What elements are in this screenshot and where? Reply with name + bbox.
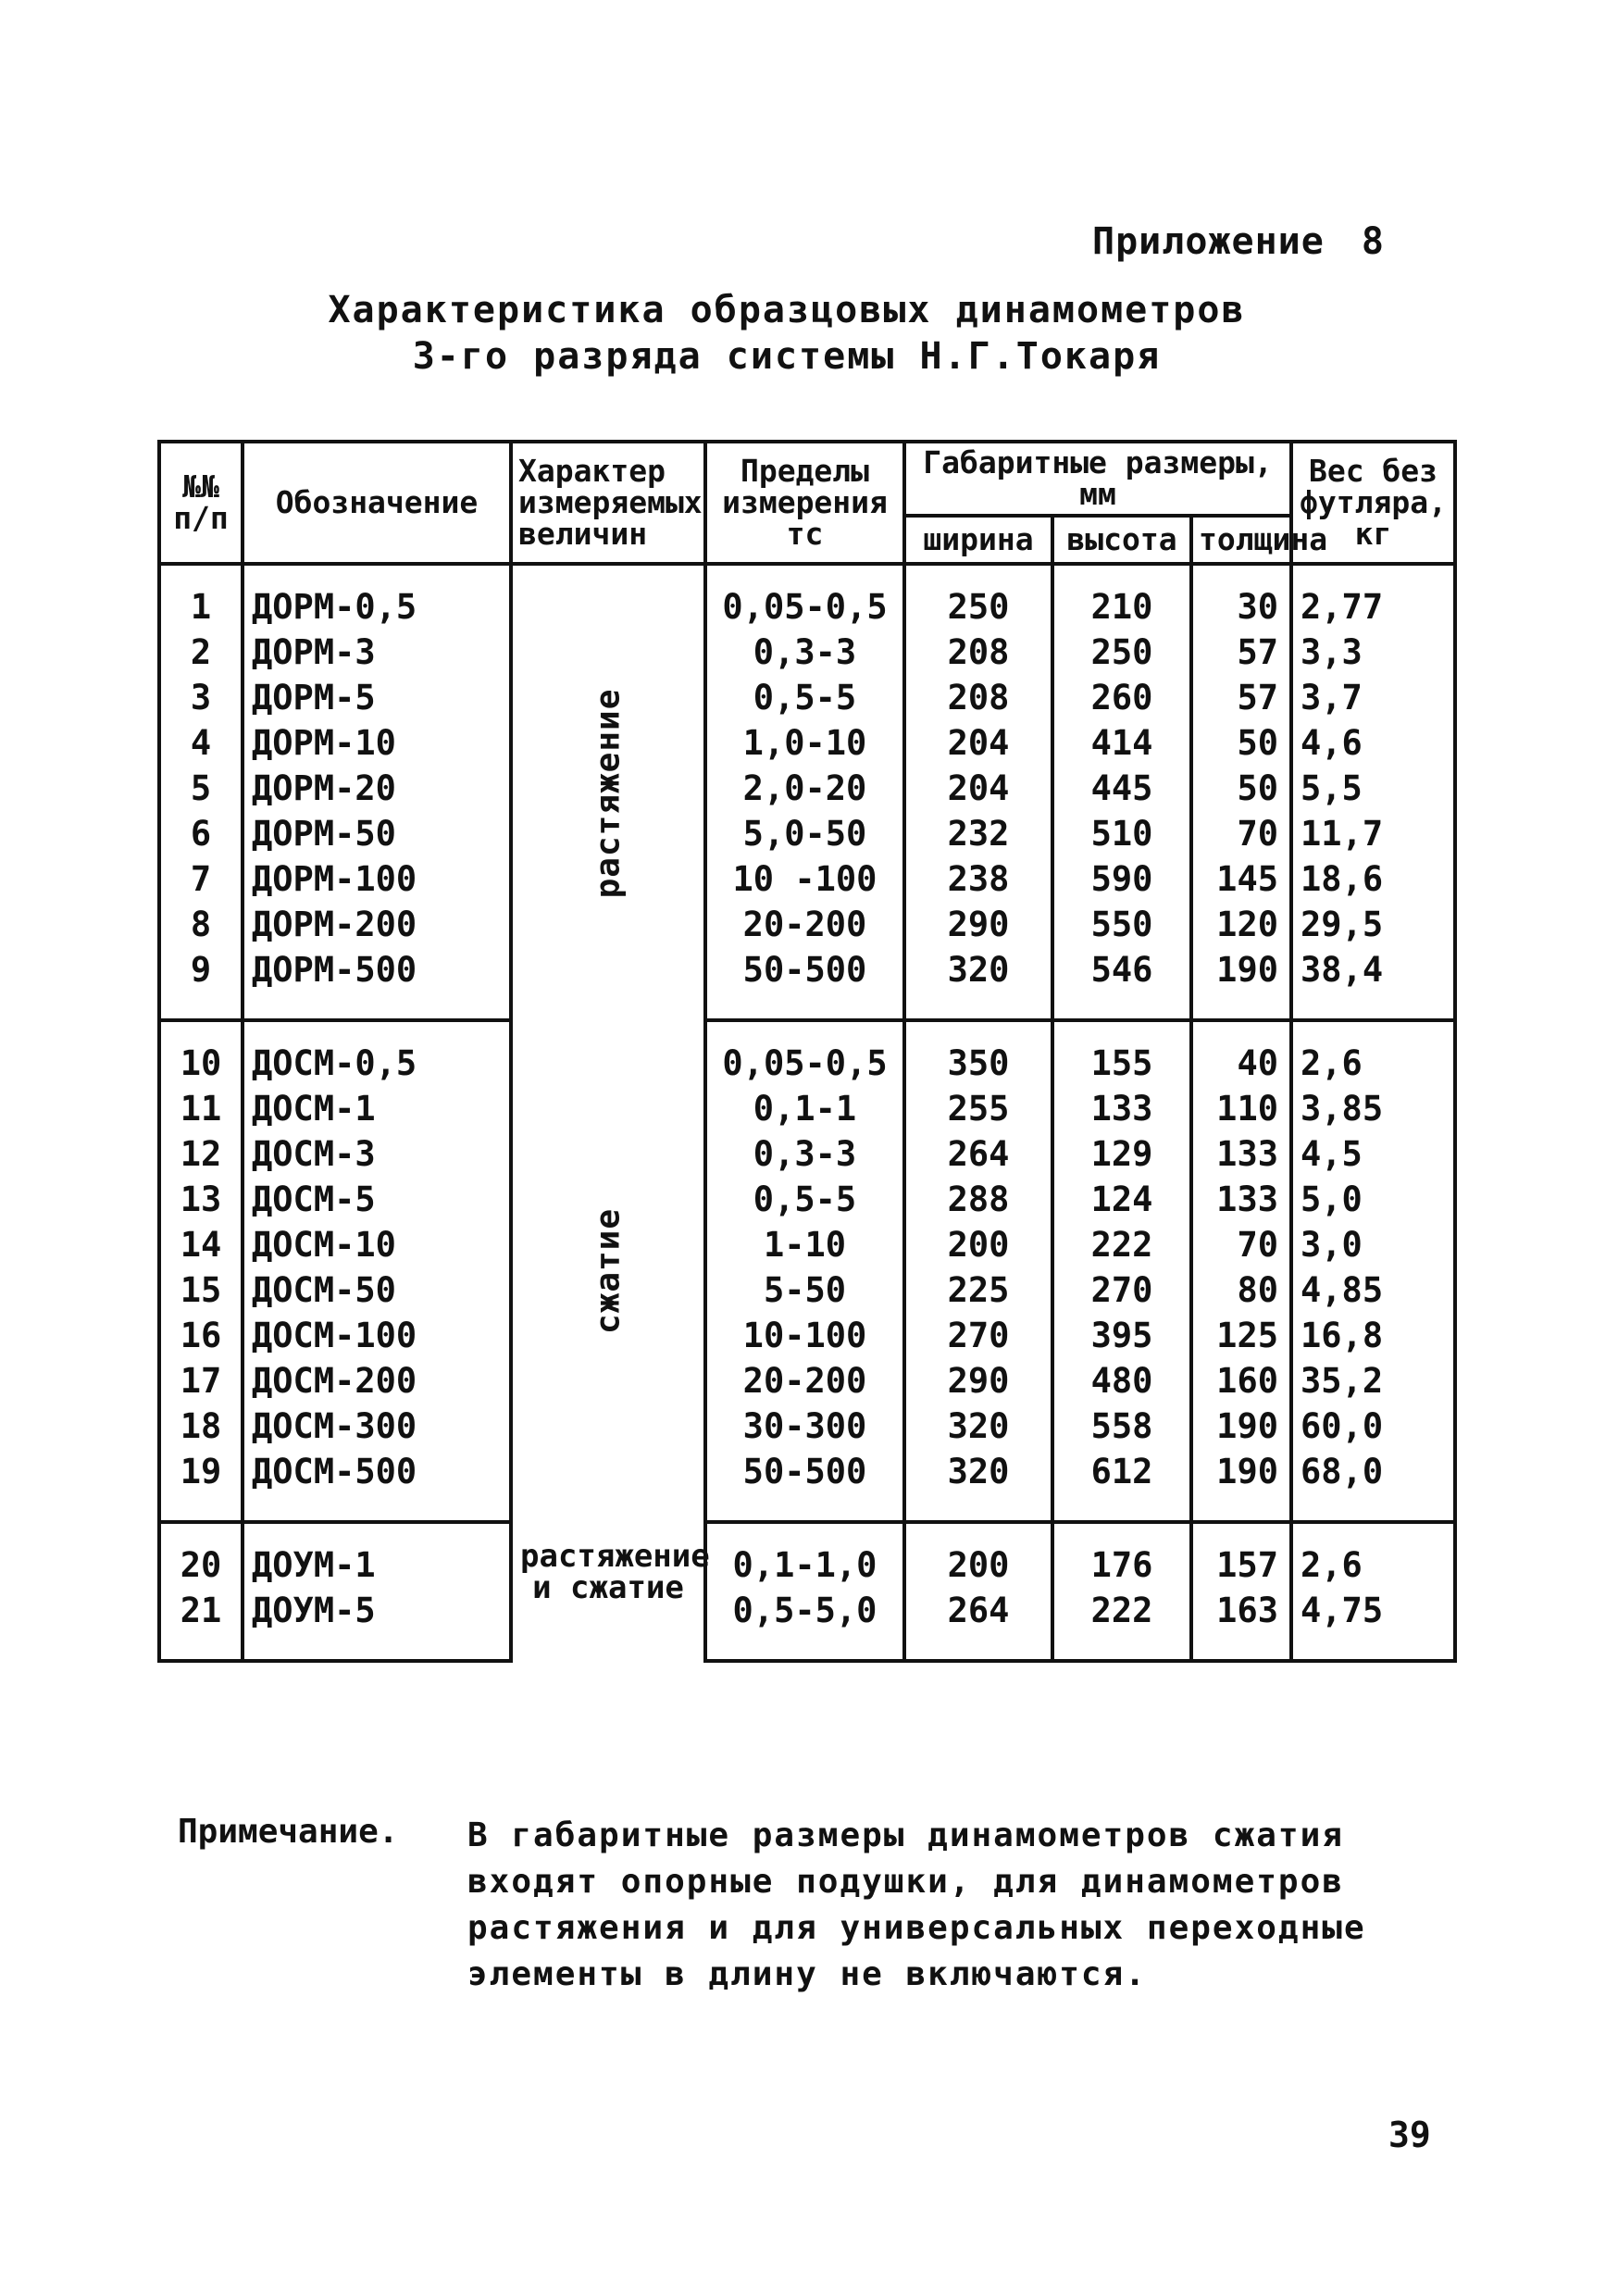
- appendix-number: 8: [1361, 220, 1385, 263]
- row-limits: 0,3-3: [705, 630, 904, 675]
- row-thickness: 163: [1191, 1588, 1291, 1661]
- row-designation: ДОРМ-50: [243, 811, 511, 856]
- row-weight: 60,0: [1291, 1404, 1455, 1449]
- header-weight: Вес без футляра, кг: [1291, 442, 1455, 564]
- table-row: [159, 630, 1455, 675]
- row-designation: ДОУМ-1: [243, 1522, 511, 1588]
- row-designation: ДОРМ-20: [243, 766, 511, 811]
- row-weight: 4,85: [1291, 1267, 1455, 1313]
- row-width: 208: [904, 675, 1052, 720]
- table-row: [159, 1020, 1455, 1086]
- table-row: [159, 564, 1455, 630]
- row-designation: ДОРМ-200: [243, 902, 511, 947]
- row-limits: 20-200: [705, 1358, 904, 1404]
- header-height: высота: [1052, 516, 1191, 564]
- header-width: ширина: [904, 516, 1052, 564]
- row-limits: 1,0-10: [705, 720, 904, 766]
- row-width: 232: [904, 811, 1052, 856]
- note-body: [467, 1813, 1467, 1998]
- row-designation: ДОРМ-10: [243, 720, 511, 766]
- row-character: [511, 1020, 705, 1522]
- table-title-line-1: Характеристика образцовых динамометров: [328, 289, 1246, 331]
- row-number: 7: [159, 856, 243, 902]
- row-thickness: 70: [1191, 1222, 1291, 1267]
- row-thickness: 50: [1191, 766, 1291, 811]
- row-number: 9: [159, 947, 243, 1020]
- row-thickness: 70: [1191, 811, 1291, 856]
- row-height: 270: [1052, 1267, 1191, 1313]
- table-row: [159, 1222, 1455, 1267]
- row-height: 395: [1052, 1313, 1191, 1358]
- row-limits: 5,0-50: [705, 811, 904, 856]
- row-thickness: 160: [1191, 1358, 1291, 1404]
- row-weight: 35,2: [1291, 1358, 1455, 1404]
- row-height: 480: [1052, 1358, 1191, 1404]
- row-weight: 2,6: [1291, 1020, 1455, 1086]
- row-character: [511, 564, 705, 1020]
- row-weight: 3,3: [1291, 630, 1455, 675]
- row-width: 204: [904, 720, 1052, 766]
- row-thickness: 30: [1191, 564, 1291, 630]
- dynamometer-table: [157, 440, 1457, 1663]
- table-row: [159, 811, 1455, 856]
- row-height: 250: [1052, 630, 1191, 675]
- row-limits: 0,5-5: [705, 675, 904, 720]
- row-designation: ДОСМ-50: [243, 1267, 511, 1313]
- row-thickness: 110: [1191, 1086, 1291, 1131]
- row-designation: ДОРМ-100: [243, 856, 511, 902]
- table-row: [159, 902, 1455, 947]
- row-thickness: 50: [1191, 720, 1291, 766]
- row-number: 17: [159, 1358, 243, 1404]
- row-number: 14: [159, 1222, 243, 1267]
- row-limits: 0,3-3: [705, 1131, 904, 1177]
- row-width: 225: [904, 1267, 1052, 1313]
- row-number: 21: [159, 1588, 243, 1661]
- row-limits: 10 -100: [705, 856, 904, 902]
- row-number: 8: [159, 902, 243, 947]
- note-line: растяжения и для универсальных переходные: [467, 1909, 1366, 1947]
- row-limits: 50-500: [705, 1449, 904, 1522]
- row-height: 176: [1052, 1522, 1191, 1588]
- header-character: Характер измеряемых величин: [511, 442, 705, 564]
- row-weight: 38,4: [1291, 947, 1455, 1020]
- row-height: 550: [1052, 902, 1191, 947]
- row-designation: ДОРМ-3: [243, 630, 511, 675]
- row-number: 5: [159, 766, 243, 811]
- table-row: [159, 1313, 1455, 1358]
- page-number: 39: [1388, 2115, 1431, 2155]
- character-vertical-text: сжатие: [589, 1207, 628, 1335]
- row-designation: ДОРМ-0,5: [243, 564, 511, 630]
- row-number: 15: [159, 1267, 243, 1313]
- row-width: 350: [904, 1020, 1052, 1086]
- header-limits: Пределы измерения тс: [705, 442, 904, 564]
- row-weight: 5,5: [1291, 766, 1455, 811]
- table-body: [159, 564, 1455, 1661]
- row-weight: 2,6: [1291, 1522, 1455, 1588]
- table-row: [159, 720, 1455, 766]
- row-thickness: 120: [1191, 902, 1291, 947]
- table-row: [159, 1404, 1455, 1449]
- row-height: 510: [1052, 811, 1191, 856]
- row-limits: 0,1-1,0: [705, 1522, 904, 1588]
- row-number: 4: [159, 720, 243, 766]
- row-weight: 68,0: [1291, 1449, 1455, 1522]
- row-width: 250: [904, 564, 1052, 630]
- row-weight: 29,5: [1291, 902, 1455, 947]
- header-designation: Обозначение: [243, 442, 511, 564]
- row-thickness: 40: [1191, 1020, 1291, 1086]
- row-thickness: 133: [1191, 1177, 1291, 1222]
- row-limits: 20-200: [705, 902, 904, 947]
- row-thickness: 133: [1191, 1131, 1291, 1177]
- row-width: 270: [904, 1313, 1052, 1358]
- row-thickness: 190: [1191, 947, 1291, 1020]
- row-limits: 50-500: [705, 947, 904, 1020]
- row-thickness: 57: [1191, 630, 1291, 675]
- table-row: [159, 1267, 1455, 1313]
- row-thickness: 57: [1191, 675, 1291, 720]
- table-row: [159, 1588, 1455, 1661]
- row-number: 13: [159, 1177, 243, 1222]
- note-line: В габаритные размеры динамометров сжатия: [467, 1816, 1344, 1854]
- row-limits: 0,5-5: [705, 1177, 904, 1222]
- row-number: 10: [159, 1020, 243, 1086]
- appendix-label: [1092, 220, 1385, 263]
- table-row: [159, 1358, 1455, 1404]
- row-height: 612: [1052, 1449, 1191, 1522]
- row-designation: ДОСМ-100: [243, 1313, 511, 1358]
- row-height: 133: [1052, 1086, 1191, 1131]
- row-width: 200: [904, 1522, 1052, 1588]
- row-designation: ДОСМ-10: [243, 1222, 511, 1267]
- row-width: 238: [904, 856, 1052, 902]
- header-num: №№ п/п: [159, 442, 243, 564]
- row-width: 320: [904, 1404, 1052, 1449]
- table-row: [159, 1131, 1455, 1177]
- row-designation: ДОРМ-500: [243, 947, 511, 1020]
- row-weight: 16,8: [1291, 1313, 1455, 1358]
- row-limits: 0,05-0,5: [705, 564, 904, 630]
- character-vertical-text: растяжение: [589, 688, 628, 898]
- row-height: 210: [1052, 564, 1191, 630]
- table-row: [159, 947, 1455, 1020]
- row-designation: ДОСМ-1: [243, 1086, 511, 1131]
- row-character: растяжение и сжатие: [511, 1522, 705, 1661]
- note-label: Примечание.: [178, 1813, 399, 1851]
- row-number: 20: [159, 1522, 243, 1588]
- row-number: 6: [159, 811, 243, 856]
- row-width: 208: [904, 630, 1052, 675]
- row-height: 222: [1052, 1588, 1191, 1661]
- row-width: 290: [904, 902, 1052, 947]
- row-weight: 18,6: [1291, 856, 1455, 902]
- header-dimensions-group: Габаритные размеры, мм: [904, 442, 1291, 516]
- note-line: входят опорные подушки, для динамометров: [467, 1863, 1344, 1901]
- row-limits: 30-300: [705, 1404, 904, 1449]
- row-thickness: 190: [1191, 1449, 1291, 1522]
- row-designation: ДОСМ-200: [243, 1358, 511, 1404]
- table-row: [159, 856, 1455, 902]
- row-thickness: 80: [1191, 1267, 1291, 1313]
- row-width: 288: [904, 1177, 1052, 1222]
- row-number: 19: [159, 1449, 243, 1522]
- table-row: [159, 1177, 1455, 1222]
- row-thickness: 125: [1191, 1313, 1291, 1358]
- row-limits: 0,5-5,0: [705, 1588, 904, 1661]
- row-designation: ДОСМ-500: [243, 1449, 511, 1522]
- table-row: [159, 1086, 1455, 1131]
- row-number: 1: [159, 564, 243, 630]
- note-line: элементы в длину не включаются.: [467, 1955, 1147, 1993]
- row-width: 320: [904, 947, 1052, 1020]
- row-height: 445: [1052, 766, 1191, 811]
- row-width: 255: [904, 1086, 1052, 1131]
- row-height: 558: [1052, 1404, 1191, 1449]
- row-number: 16: [159, 1313, 243, 1358]
- row-width: 290: [904, 1358, 1052, 1404]
- table-title-line-2: 3-го разряда системы Н.Г.Токаря: [412, 335, 1162, 378]
- appendix-text: Приложение: [1092, 220, 1325, 263]
- row-weight: 11,7: [1291, 811, 1455, 856]
- row-designation: ДОРМ-5: [243, 675, 511, 720]
- row-number: 12: [159, 1131, 243, 1177]
- row-limits: 2,0-20: [705, 766, 904, 811]
- row-designation: ДОСМ-5: [243, 1177, 511, 1222]
- row-limits: 1-10: [705, 1222, 904, 1267]
- row-width: 204: [904, 766, 1052, 811]
- row-height: 222: [1052, 1222, 1191, 1267]
- row-width: 320: [904, 1449, 1052, 1522]
- row-designation: ДОСМ-0,5: [243, 1020, 511, 1086]
- row-number: 3: [159, 675, 243, 720]
- row-thickness: 157: [1191, 1522, 1291, 1588]
- row-limits: 0,1-1: [705, 1086, 904, 1131]
- row-weight: 5,0: [1291, 1177, 1455, 1222]
- row-weight: 3,0: [1291, 1222, 1455, 1267]
- row-thickness: 190: [1191, 1404, 1291, 1449]
- row-height: 129: [1052, 1131, 1191, 1177]
- header-thickness: толщина: [1191, 516, 1291, 564]
- row-width: 264: [904, 1131, 1052, 1177]
- row-height: 414: [1052, 720, 1191, 766]
- table-row: [159, 1522, 1455, 1588]
- table-row: [159, 1449, 1455, 1522]
- row-number: 18: [159, 1404, 243, 1449]
- row-weight: 4,75: [1291, 1588, 1455, 1661]
- row-weight: 3,85: [1291, 1086, 1455, 1131]
- row-designation: ДОСМ-3: [243, 1131, 511, 1177]
- row-limits: 5-50: [705, 1267, 904, 1313]
- row-weight: 4,5: [1291, 1131, 1455, 1177]
- row-height: 124: [1052, 1177, 1191, 1222]
- table-row: [159, 766, 1455, 811]
- row-number: 11: [159, 1086, 243, 1131]
- row-width: 200: [904, 1222, 1052, 1267]
- row-weight: 4,6: [1291, 720, 1455, 766]
- row-height: 546: [1052, 947, 1191, 1020]
- row-designation: ДОСМ-300: [243, 1404, 511, 1449]
- row-height: 590: [1052, 856, 1191, 902]
- row-height: 155: [1052, 1020, 1191, 1086]
- row-width: 264: [904, 1588, 1052, 1661]
- table-row: [159, 675, 1455, 720]
- row-weight: 2,77: [1291, 564, 1455, 630]
- row-limits: 0,05-0,5: [705, 1020, 904, 1086]
- row-weight: 3,7: [1291, 675, 1455, 720]
- row-height: 260: [1052, 675, 1191, 720]
- row-number: 2: [159, 630, 243, 675]
- row-thickness: 145: [1191, 856, 1291, 902]
- row-designation: ДОУМ-5: [243, 1588, 511, 1661]
- row-limits: 10-100: [705, 1313, 904, 1358]
